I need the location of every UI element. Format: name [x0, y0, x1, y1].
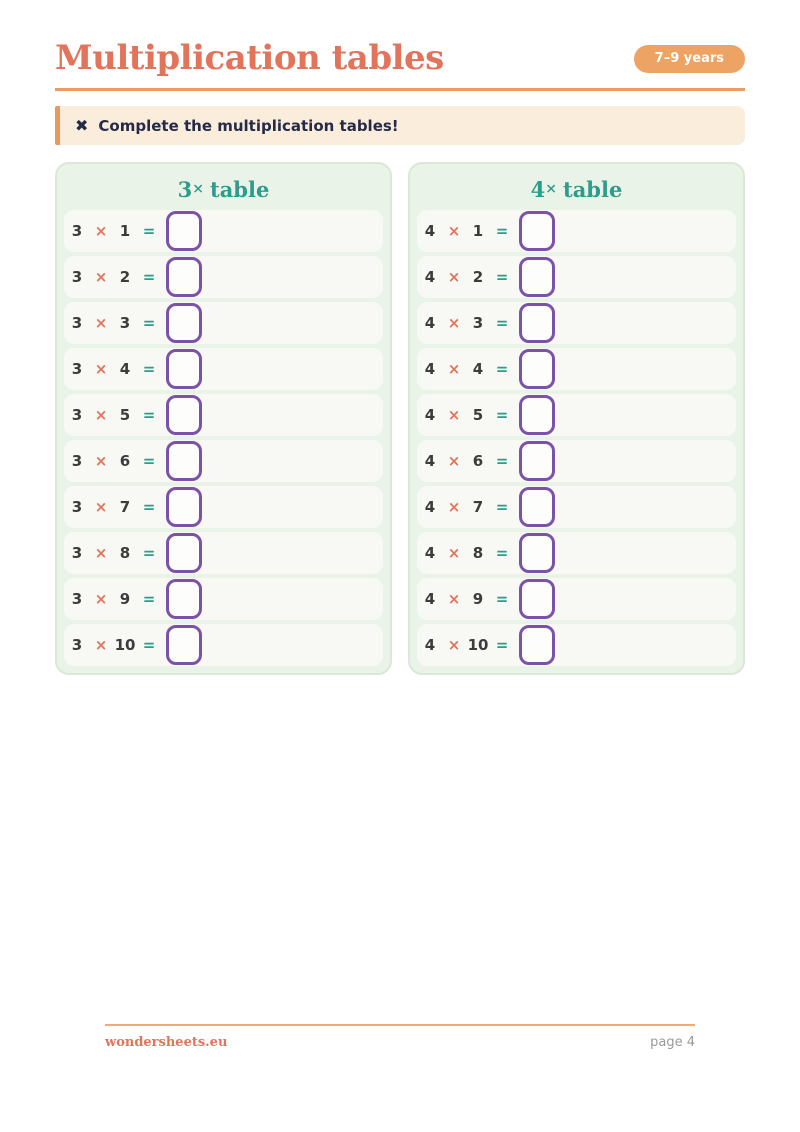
equals-sign: =	[142, 359, 156, 378]
equals-sign: =	[142, 313, 156, 332]
multiplier: 1	[472, 221, 484, 240]
table-panel-4x	[408, 162, 745, 675]
table-row	[64, 256, 383, 298]
table-factor: 4	[530, 177, 546, 203]
table-row	[64, 440, 383, 482]
multiplicand: 4	[424, 543, 436, 562]
multiplicand: 3	[71, 359, 83, 378]
equals-sign: =	[142, 589, 156, 608]
multiplier: 10	[114, 635, 136, 654]
multiplier: 4	[119, 359, 131, 378]
times-icon: ×	[94, 451, 108, 470]
multiplicand: 4	[424, 359, 436, 378]
equals-sign: =	[142, 267, 156, 286]
multiplicand: 3	[71, 221, 83, 240]
answer-box[interactable]	[519, 579, 555, 619]
table-row	[64, 532, 383, 574]
answer-box[interactable]	[166, 441, 202, 481]
multiplier: 10	[467, 635, 489, 654]
multiplier: 6	[472, 451, 484, 470]
table-row	[417, 302, 736, 344]
multiplier: 9	[472, 589, 484, 608]
answer-box[interactable]	[166, 579, 202, 619]
equals-sign: =	[495, 313, 509, 332]
multiplicand: 4	[424, 497, 436, 516]
table-row	[64, 348, 383, 390]
table-title-word: table	[210, 177, 270, 203]
times-icon: ×	[94, 589, 108, 608]
multiplicand: 3	[71, 267, 83, 286]
table-row	[417, 440, 736, 482]
answer-box[interactable]	[519, 533, 555, 573]
table-row	[417, 624, 736, 666]
table-row	[417, 578, 736, 620]
multiplicand: 4	[424, 405, 436, 424]
multiplicand: 3	[71, 313, 83, 332]
table-row	[417, 394, 736, 436]
equals-sign: =	[142, 405, 156, 424]
multiplicand: 4	[424, 221, 436, 240]
equals-sign: =	[142, 543, 156, 562]
answer-box[interactable]	[166, 211, 202, 251]
equals-sign: =	[495, 221, 509, 240]
answer-box[interactable]	[519, 303, 555, 343]
times-icon: ×	[447, 267, 461, 286]
table-rows-3x	[64, 210, 383, 666]
table-title-word: table	[563, 177, 623, 203]
multiplicand: 4	[424, 635, 436, 654]
times-icon: ×	[94, 497, 108, 516]
answer-box[interactable]	[166, 303, 202, 343]
page-number: page 4	[650, 1035, 695, 1050]
multiplier: 3	[472, 313, 484, 332]
table-title-4x	[417, 178, 736, 201]
times-icon: ×	[447, 221, 461, 240]
page-header	[55, 40, 745, 77]
multiplicand: 3	[71, 497, 83, 516]
table-row	[417, 532, 736, 574]
answer-box[interactable]	[166, 625, 202, 665]
answer-box[interactable]	[519, 211, 555, 251]
times-icon: ×	[447, 451, 461, 470]
table-row	[417, 210, 736, 252]
equals-sign: =	[495, 497, 509, 516]
title-divider	[55, 88, 745, 91]
equals-sign: =	[495, 451, 509, 470]
multiplicand: 3	[71, 451, 83, 470]
answer-box[interactable]	[519, 441, 555, 481]
times-icon: ×	[545, 181, 557, 198]
times-icon: ×	[447, 589, 461, 608]
multiplier: 7	[119, 497, 131, 516]
equals-sign: =	[495, 589, 509, 608]
page-title: Multiplication tables	[55, 38, 444, 78]
tables-container	[55, 162, 745, 675]
multiplier: 7	[472, 497, 484, 516]
table-row	[64, 394, 383, 436]
age-range-badge: 7–9 years	[634, 45, 745, 73]
multiplier: 2	[119, 267, 131, 286]
multiplier: 1	[119, 221, 131, 240]
multiplicand: 3	[71, 405, 83, 424]
table-row	[417, 256, 736, 298]
multiplicand: 4	[424, 267, 436, 286]
table-rows-4x	[417, 210, 736, 666]
table-row	[417, 348, 736, 390]
equals-sign: =	[495, 543, 509, 562]
answer-box[interactable]	[166, 487, 202, 527]
table-row	[64, 578, 383, 620]
equals-sign: =	[142, 451, 156, 470]
multiplicand: 4	[424, 589, 436, 608]
multiplier: 9	[119, 589, 131, 608]
equals-sign: =	[495, 405, 509, 424]
times-icon: ×	[192, 181, 204, 198]
equals-sign: =	[495, 267, 509, 286]
answer-box[interactable]	[166, 349, 202, 389]
instruction-bar	[55, 106, 745, 145]
times-icon: ×	[447, 359, 461, 378]
times-icon: ×	[447, 497, 461, 516]
answer-box[interactable]	[519, 625, 555, 665]
times-icon: ×	[94, 635, 108, 654]
answer-box[interactable]	[519, 487, 555, 527]
page-footer	[105, 1024, 695, 1050]
multiplier: 5	[472, 405, 484, 424]
equals-sign: =	[142, 221, 156, 240]
equals-sign: =	[142, 635, 156, 654]
equals-sign: =	[495, 359, 509, 378]
multiplier: 8	[119, 543, 131, 562]
times-icon: ×	[447, 405, 461, 424]
times-icon: ×	[94, 359, 108, 378]
table-factor: 3	[177, 177, 193, 203]
instruction-text: Complete the multiplication tables!	[98, 116, 399, 135]
times-icon: ×	[94, 221, 108, 240]
table-row	[64, 302, 383, 344]
multiplicand: 3	[71, 635, 83, 654]
multiplier: 2	[472, 267, 484, 286]
multiplier: 8	[472, 543, 484, 562]
answer-box[interactable]	[166, 257, 202, 297]
x-mark-icon: ✖	[75, 115, 89, 135]
multiplier: 3	[119, 313, 131, 332]
answer-box[interactable]	[519, 349, 555, 389]
answer-box[interactable]	[166, 533, 202, 573]
times-icon: ×	[447, 313, 461, 332]
table-row	[64, 624, 383, 666]
multiplicand: 4	[424, 313, 436, 332]
multiplier: 6	[119, 451, 131, 470]
table-row	[417, 486, 736, 528]
multiplicand: 3	[71, 543, 83, 562]
site-name: wondersheets.eu	[105, 1035, 228, 1050]
times-icon: ×	[94, 313, 108, 332]
times-icon: ×	[447, 635, 461, 654]
answer-box[interactable]	[519, 257, 555, 297]
times-icon: ×	[94, 267, 108, 286]
answer-box[interactable]	[519, 395, 555, 435]
table-row	[64, 210, 383, 252]
multiplicand: 4	[424, 451, 436, 470]
multiplicand: 3	[71, 589, 83, 608]
times-icon: ×	[94, 543, 108, 562]
times-icon: ×	[94, 405, 108, 424]
table-panel-3x	[55, 162, 392, 675]
table-title-3x	[64, 178, 383, 201]
table-row	[64, 486, 383, 528]
equals-sign: =	[495, 635, 509, 654]
equals-sign: =	[142, 497, 156, 516]
multiplier: 4	[472, 359, 484, 378]
answer-box[interactable]	[166, 395, 202, 435]
multiplier: 5	[119, 405, 131, 424]
times-icon: ×	[447, 543, 461, 562]
